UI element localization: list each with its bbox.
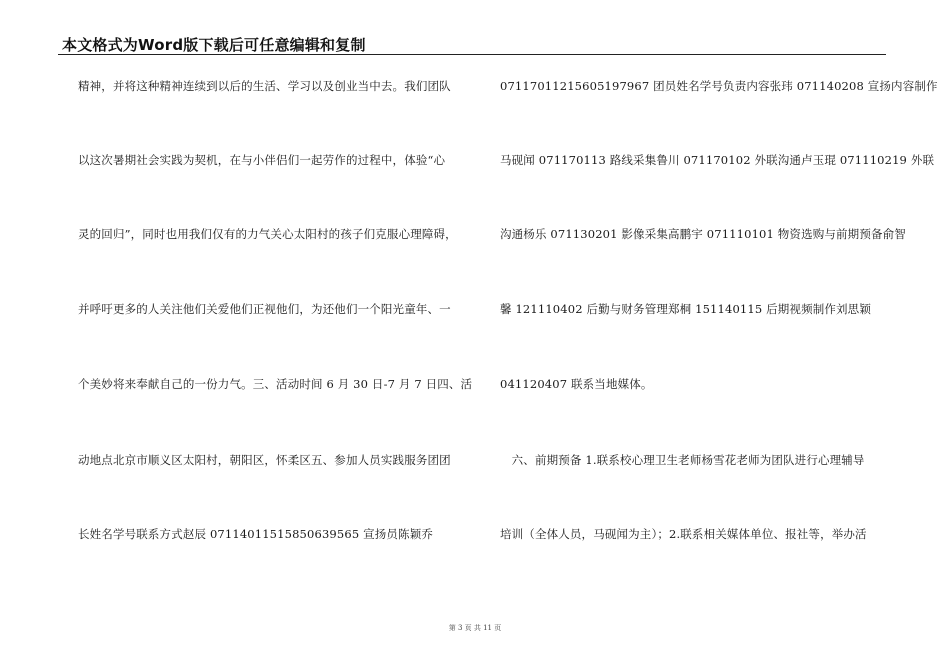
- right-line-2: 马砚闻 071170113 路线采集鲁川 071170102 外联沟通卢玉琨 071110219 外联: [500, 153, 935, 167]
- right-line-3: 沟通杨乐 071130201 影像采集高鹏宇 071110101 物资选购与前期预备俞智: [500, 227, 906, 241]
- right-line-4: 馨 121110402 后勤与财务管理郑桐 151140115 后期视频制作刘思颖: [500, 302, 871, 316]
- right-line-7: 培训（全体人员，马砚闻为主）；2.联系相关媒体单位、报社等，举办活: [500, 527, 867, 541]
- document-header-title: 本文格式为Word版下载后可任意编辑和复制: [62, 36, 366, 54]
- left-line-7: 长姓名学号联系方式赵辰 07114011515850639565 宣扬员陈颖乔: [78, 527, 433, 541]
- right-line-1: 07117011215605197967 团员姓名学号负责内容张玮 071140208 宣扬内容制作: [500, 79, 938, 93]
- left-line-1: 精神，并将这种精神连续到以后的生活、学习以及创业当中去。我们团队: [78, 79, 451, 93]
- left-line-5: 个美妙将来奉献自己的一份力气。三、活动时间 6 月 30 日-7 月 7 日四、活: [78, 377, 473, 391]
- left-line-6: 动地点北京市顺义区太阳村，朝阳区，怀柔区五、参加人员实践服务团团: [78, 453, 451, 467]
- left-line-4: 并呼吁更多的人关注他们关爱他们正视他们，为还他们一个阳光童年、一: [78, 302, 451, 316]
- page-number-footer: 第 3 页 共 11 页: [448, 624, 502, 632]
- right-line-6: 六、前期预备 1.联系校心理卫生老师杨雪花老师为团队进行心理辅导: [500, 453, 865, 467]
- right-line-5: 041120407 联系当地媒体。: [500, 377, 653, 391]
- left-line-2: 以这次暑期社会实践为契机，在与小伴侣们一起劳作的过程中，体验“心: [78, 153, 446, 167]
- header-divider: [58, 54, 886, 55]
- left-line-3: 灵的回归”，同时也用我们仅有的力气关心太阳村的孩子们克服心理障碍，: [78, 227, 457, 241]
